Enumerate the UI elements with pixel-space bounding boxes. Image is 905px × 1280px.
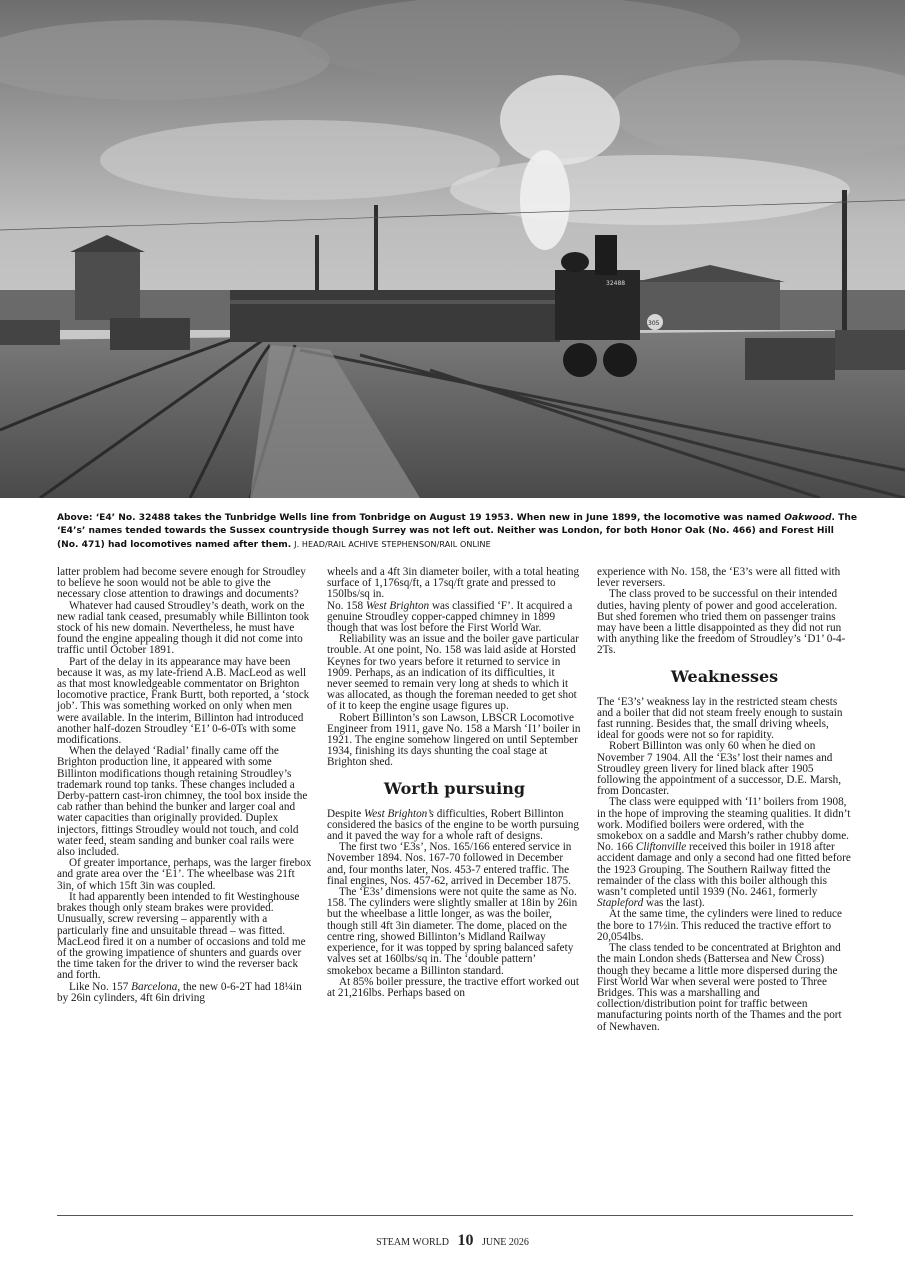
paragraph: Of greater importance, perhaps, was the larger firebox and grate area over the ‘E1’. The wheelbase was 21ft 3in, of which 15ft 3in was coupled. [57, 857, 312, 892]
paragraph: The class proved to be successful on their intended duties, having plenty of power and good acceleration. But shed foremen who tried them on passenger trains may have been a little disappointed as they did not run with anything like the freedom of Stroudley’s ‘D1’ 0-4-2Ts. [597, 588, 846, 657]
paragraph: It had apparently been intended to fit Westinghouse brakes though only steam brakes were provided. Unusually, screw reversing – apparently with a particularly fine and unsuitable thread – was fitted. MacLeod fired it on a number of occasions and told me of the growing impatience of shunters and guards over the time taken for the driver to wind the reverser back and forth. [57, 890, 306, 982]
text-run: , the new 0-6-2T had 18¼in by 26in cylinders, 4ft 6in driving [57, 980, 302, 1004]
text-run: received this boiler in 1918 after accident damage and only a second had one fitted before the 1923 Grouping. The Southern Railway fitted the remainder of the class with this boiler although this wasn’t completed until 1939 (No. 2461, formerly [597, 841, 851, 899]
caption-loco-name: Oakwood [784, 513, 832, 523]
column-2 [327, 567, 582, 1199]
section-heading: Worth pursuing [383, 778, 526, 798]
text-run: difficulties, Robert Billinton considered the basics of the engine to be worth pursuing and it paved the way for a whole raft of designs. [327, 807, 579, 843]
headcode-disc: 305 [648, 320, 660, 327]
engine-number-plate: 32488 [606, 280, 626, 287]
text-run: The class were equipped with ‘I1’ boilers from 1908, in the hope of improving the steaming qualities. It didn’t work. Modified boilers were ordered, with the smokebox on a saddle and Marsh’s rather chubby dome. No. 166 [597, 796, 851, 854]
text-run: was classified ‘F’. It acquired a genuine Stroudley copper-capped chimney in 1899 though that was lost before the First World War. [327, 599, 573, 635]
paragraph [327, 567, 582, 634]
paragraph: At 85% boiler pressure, the tractive effort worked out at 21,216lbs. Perhaps based on [327, 975, 579, 999]
paragraph [57, 982, 312, 1004]
text-run: Like No. 157 [69, 980, 132, 993]
paragraph: Part of the delay in its appearance may have been because it was, as my late-friend A.B. MacLeod as well as that most knowledgeable commentator on Brighton locomotive practice, Frank Burtt, both reported, a ‘stock job’. This was something worked on only when men were available. In the interim, Billinton had introduced another half-dozen Stroudley ‘E1’ 0-6-0Ts with some modifications. [57, 655, 310, 747]
paragraph: latter problem had become severe enough for Stroudley to believe he soon would not be able to give the necessary close attention to drawings and documents? [57, 566, 306, 601]
article-body [57, 567, 853, 1199]
page-footer [0, 1232, 905, 1250]
caption-lead-rest: . The ‘E4’s’ names tended towards the Sussex countryside though Surrey was not left out. Neither was London, for both Honor Oak (No. 466) and Forest Hill (No. 471) had locomotives named after them. [57, 513, 858, 551]
paragraph: Reliability was an issue and the boiler gave particular trouble. At one point, No. 158 was laid aside at Horsted Keynes for two years before it returned to service in 1909. Perhaps, as an indication of its difficulties, it never seemed to remain very long at sheds to which it was allocated, as though the foreman needed to get shot of it to keep the engine usage figures up. [327, 633, 579, 713]
footer-rule [57, 1215, 853, 1216]
text-run: Despite [327, 807, 364, 820]
text-run: No. 158 [327, 599, 366, 612]
paragraph [327, 809, 582, 843]
paragraph: The first two ‘E3s’, Nos. 165/166 entered service in November 1894. Nos. 167-70 followed in December and, four months later, Nos. 453-7 entered traffic. The final engines, Nos. 457-62, arrived in December 1875. [327, 841, 572, 887]
paragraph: The ‘E3s’ dimensions were not quite the same as No. 158. The cylinders were slightly smaller at 18in by 26in but the wheelbase a little longer, as was the boiler, though still 4ft 3in diameter. The dome, placed on the centre ring, showed Billinton’s Midland Railway experience, for it was topped by spring balanced safety valves set at 160lbs/sq in. The ‘double pattern’ smokebox became a Billinton standard. [327, 886, 578, 977]
caption-lead: Above: ‘E4’ No. 32488 takes the Tunbridge Wells line from Tonbridge on August 19 1953. When new in June 1899, the locomotive was named [57, 513, 785, 523]
text-run: was the last). [643, 897, 705, 910]
loco-name: West Brighton [365, 599, 430, 612]
photo-caption [57, 512, 857, 553]
paragraph: Robert Billinton was only 60 when he died on November 7 1904. All the ‘E3s’ lost their names and Stroudley green livery for lined black after 1905 following the appointment of a successor, D.E. Marsh, from Doncaster. [597, 740, 842, 798]
loco-name: Cliftonville [635, 841, 687, 854]
paragraph: The class tended to be concentrated at Brighton and the main London sheds (Battersea and New Cross) though they became a little more dispersed during the First World War when several were posted to Three Bridges. This was a marshalling and collection/distribution point for traffic between manufacturing points north of the Thames and the port of Newhaven. [597, 942, 842, 1033]
paragraph: experience with No. 158, the ‘E3’s were all fitted with lever reversers. [597, 566, 841, 590]
locomotive-photo [0, 0, 905, 498]
photo-credit: J. HEAD/RAIL ACHIVE STEPHENSON/RAIL ONLINE [294, 540, 491, 550]
magazine-title: STEAM WORLD [376, 1237, 449, 1248]
loco-name: Barcelona [131, 980, 178, 993]
text-run: wheels and a 4ft 3in diameter boiler, with a total heating surface of 1,176sq/ft, a 17sq/ft grate and pressed to 150lbs/sq in. [327, 566, 580, 601]
column-1 [57, 567, 312, 1199]
paragraph: The ‘E3’s’ weakness lay in the restricted steam chests and a boiler that did not steam freely enough to sustain fast running. Besides that, the small driving wheels, ideal for goods were not so for rapidity. [597, 695, 843, 742]
paragraph: Whatever had caused Stroudley’s death, work on the new radial tank ceased, presumably while Billinton took stock of his new domain. Nevertheless, he must have found the engine appealing though it did not come into traffic until October 1891. [57, 599, 310, 657]
paragraph: Robert Billinton’s son Lawson, LBSCR Locomotive Engineer from 1911, gave No. 158 a Marsh ‘I1’ boiler in 1921. The engine somehow lingered on until September 1934, finishing its days shunting the coal stage at Brighton shed. [327, 711, 581, 769]
page-number: 10 [457, 1232, 474, 1249]
paragraph [597, 797, 852, 909]
loco-name: West Brighton’s [363, 807, 434, 820]
column-3 [597, 567, 852, 1199]
section-heading: Weaknesses [670, 666, 779, 686]
issue-date: JUNE 2026 [481, 1237, 529, 1248]
paragraph: At the same time, the cylinders were lined to reduce the bore to 17½in. This reduced the tractive effort to 20,054lbs. [597, 908, 842, 943]
loco-name: Stapleford [597, 897, 644, 910]
paragraph: When the delayed ‘Radial’ finally came off the Brighton production line, it appeared with some Billinton modifications though retaining Stroudley’s trademark round top tanks. These changes included a Derby-pattern cast-iron chimney, the tool box inside the cab rather than behind the bunker and larger coal and water capacities than originally provided. Duplex injectors, fittings Stroudley would not touch, and cold water feed, steam sanding and bunker coal rails were also included. [57, 745, 308, 859]
